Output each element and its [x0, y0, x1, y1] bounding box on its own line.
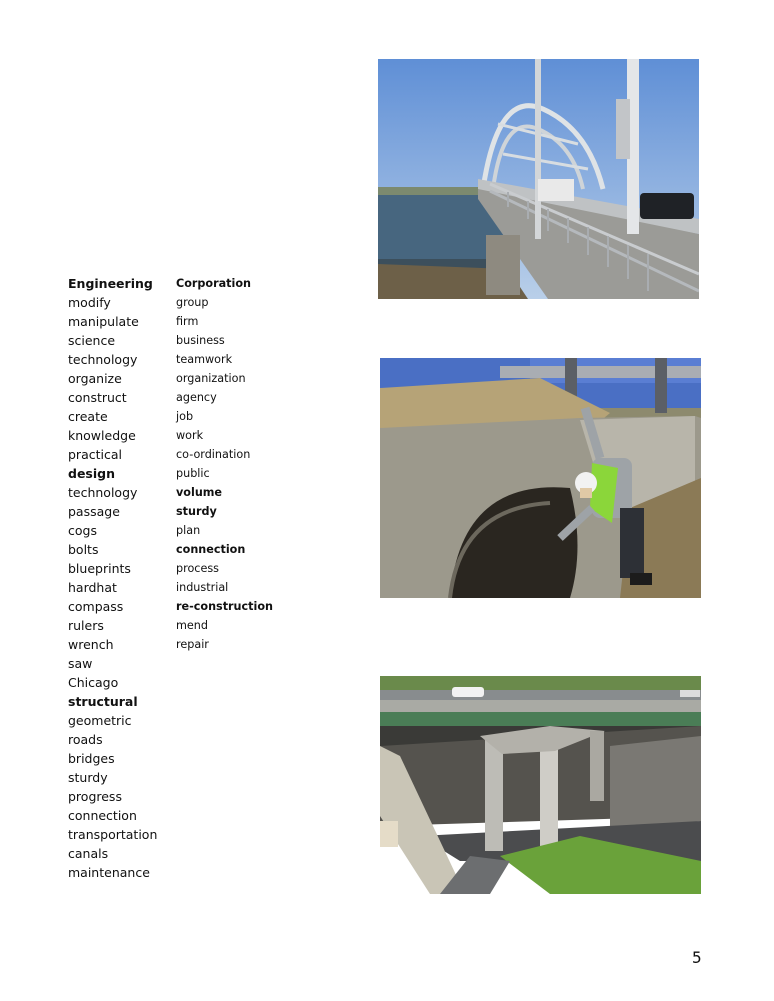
word-item: Engineering [68, 276, 153, 291]
word-item: blueprints [68, 561, 131, 576]
page-number: 5 [692, 948, 702, 967]
word-item: bolts [68, 542, 99, 557]
word-item: passage [68, 504, 120, 519]
word-item: technology [68, 352, 138, 367]
word-item: Corporation [176, 277, 252, 290]
word-item: volume [176, 486, 223, 499]
word-item: science [68, 333, 116, 348]
word-item: agency [176, 391, 217, 404]
word-item: co-ordination [176, 448, 251, 461]
word-item: public [176, 467, 210, 480]
word-list-left [68, 274, 157, 882]
word-item: construct [68, 390, 127, 405]
word-item: process [176, 562, 219, 575]
word-list-right [176, 274, 273, 654]
word-item: technology [68, 485, 138, 500]
word-item: re-construction [176, 600, 273, 613]
word-item: roads [68, 732, 103, 747]
word-item: repair [176, 638, 209, 651]
word-item: progress [68, 789, 122, 804]
word-item: design [68, 466, 115, 481]
word-item: cogs [68, 523, 97, 538]
word-item: industrial [176, 581, 229, 594]
word-item: modify [68, 295, 111, 310]
word-item: wrench [68, 637, 114, 652]
word-item: practical [68, 447, 122, 462]
word-item: geometric [68, 713, 132, 728]
word-item: hardhat [68, 580, 117, 595]
word-item: bridges [68, 751, 115, 766]
word-item: plan [176, 524, 201, 537]
word-item: manipulate [68, 314, 139, 329]
word-item: rulers [68, 618, 104, 633]
word-item: sturdy [176, 505, 217, 518]
word-item: sturdy [68, 770, 108, 785]
word-item: group [176, 296, 209, 309]
word-item: organize [68, 371, 122, 386]
word-item: mend [176, 619, 208, 632]
word-item: structural [68, 694, 138, 709]
photo-highway-overpass [380, 656, 701, 894]
photo-culvert-inspection [380, 358, 701, 598]
word-item: saw [68, 656, 93, 671]
word-item: Chicago [68, 675, 119, 690]
word-item: compass [68, 599, 124, 614]
word-item: create [68, 409, 108, 424]
word-item: firm [176, 315, 199, 328]
photo-arch-bridge [378, 59, 699, 299]
word-item: connection [176, 543, 246, 556]
word-item: canals [68, 846, 109, 861]
word-item: teamwork [176, 353, 233, 366]
word-item: business [176, 334, 225, 347]
word-item: job [176, 410, 194, 423]
word-item: work [176, 429, 204, 442]
word-item: connection [68, 808, 137, 823]
word-item: organization [176, 372, 246, 385]
word-item: maintenance [68, 865, 150, 880]
word-item: transportation [68, 827, 158, 842]
word-item: knowledge [68, 428, 136, 443]
